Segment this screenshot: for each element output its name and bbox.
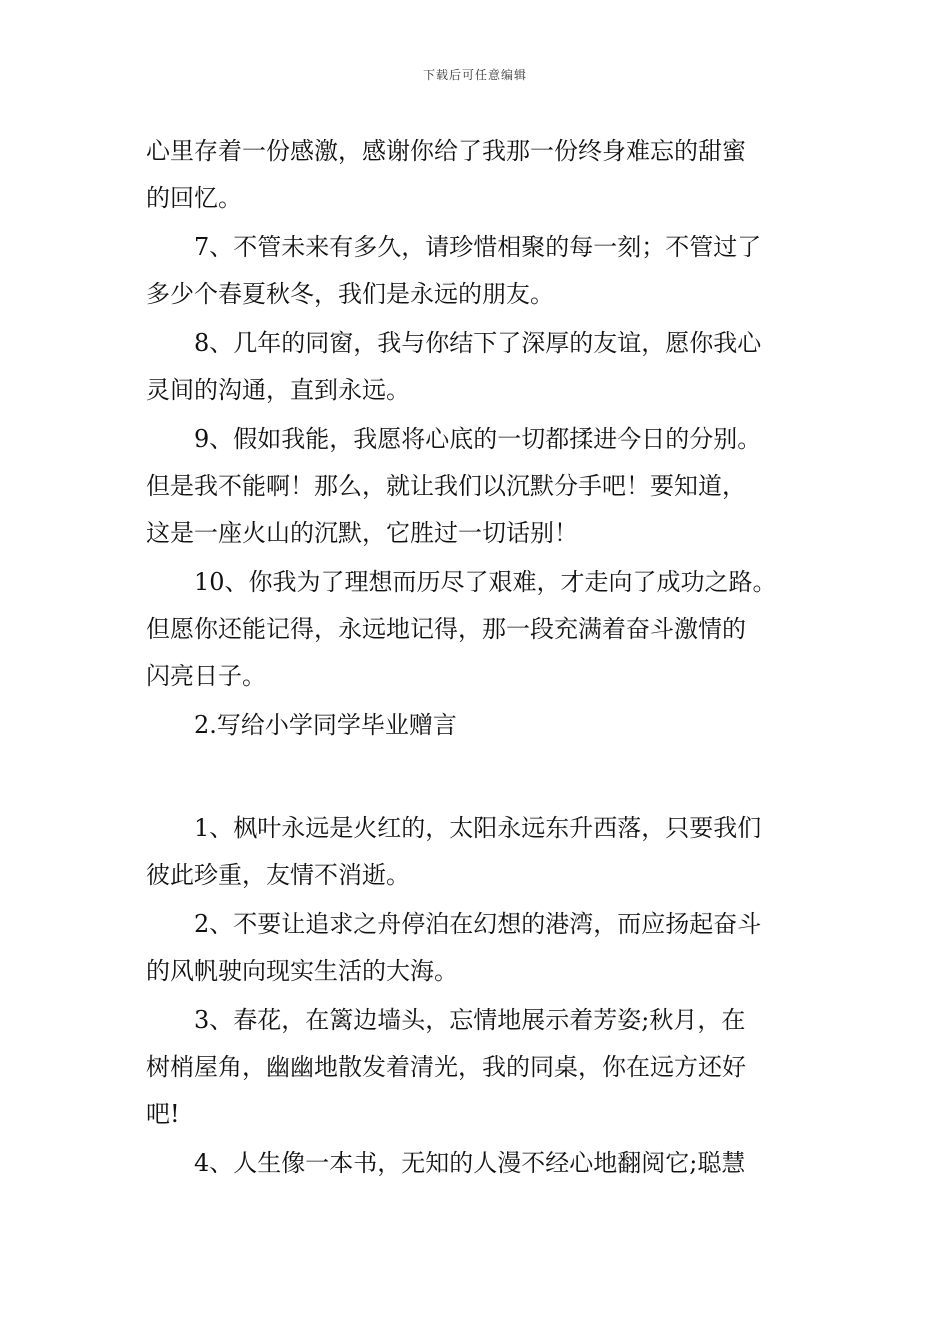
paragraph bbox=[146, 805, 836, 899]
paragraph bbox=[146, 997, 836, 1138]
section-farewell-messages bbox=[146, 128, 836, 749]
paragraph-line: 1、枫叶永远是火红的，太阳永远东升西落，只要我们 bbox=[194, 814, 762, 842]
paragraph-line: 吧! bbox=[146, 1100, 180, 1128]
paragraph-line: 2、不要让追求之舟停泊在幻想的港湾，而应扬起奋斗 bbox=[194, 910, 762, 938]
page-header: 下载后可任意编辑 bbox=[422, 68, 527, 82]
paragraph-line: 多少个春夏秋冬，我们是永远的朋友。 bbox=[146, 280, 554, 308]
paragraph-line: 10、你我为了理想而历尽了艰难，才走向了成功之路。 bbox=[194, 568, 777, 596]
paragraph bbox=[146, 128, 836, 222]
paragraph-line: 2.写给小学同学毕业赠言 bbox=[194, 711, 457, 739]
paragraph-line: 闪亮日子。 bbox=[146, 662, 266, 690]
paragraph-line: 灵间的沟通，直到永远。 bbox=[146, 376, 410, 404]
paragraph-line: 彼此珍重，友情不消逝。 bbox=[146, 861, 410, 889]
paragraph bbox=[146, 320, 836, 414]
paragraph-line: 4、人生像一本书，无知的人漫不经心地翻阅它;聪慧 bbox=[194, 1149, 746, 1177]
paragraph bbox=[146, 702, 836, 749]
paragraph-line: 7、不管未来有多久，请珍惜相聚的每一刻；不管过了 bbox=[194, 233, 762, 261]
paragraph-line: 8、几年的同窗，我与你结下了深厚的友谊，愿你我心 bbox=[194, 329, 762, 357]
paragraph-line: 但是我不能啊！那么，就让我们以沉默分手吧！要知道， bbox=[146, 472, 746, 500]
paragraph-line: 树梢屋角，幽幽地散发着清光，我的同桌，你在远方还好 bbox=[146, 1053, 746, 1081]
paragraph bbox=[146, 416, 836, 557]
paragraph bbox=[146, 224, 836, 318]
section-primary-school-messages bbox=[146, 805, 836, 1187]
paragraph-line: 这是一座火山的沉默，它胜过一切话别！ bbox=[146, 519, 578, 547]
section-gap bbox=[146, 751, 836, 805]
paragraph bbox=[146, 901, 836, 995]
paragraph-line: 的风帆驶向现实生活的大海。 bbox=[146, 957, 458, 985]
paragraph bbox=[146, 1140, 836, 1187]
paragraph-line: 心里存着一份感激，感谢你给了我那一份终身难忘的甜蜜 bbox=[146, 137, 746, 165]
paragraph-line: 3、春花，在篱边墙头，忘情地展示着芳姿;秋月，在 bbox=[194, 1006, 746, 1034]
document-body bbox=[146, 128, 836, 1189]
paragraph bbox=[146, 559, 836, 700]
paragraph-line: 的回忆。 bbox=[146, 184, 242, 212]
paragraph-line: 但愿你还能记得，永远地记得，那一段充满着奋斗激情的 bbox=[146, 615, 746, 643]
paragraph-line: 9、假如我能，我愿将心底的一切都揉进今日的分别。 bbox=[194, 425, 762, 453]
